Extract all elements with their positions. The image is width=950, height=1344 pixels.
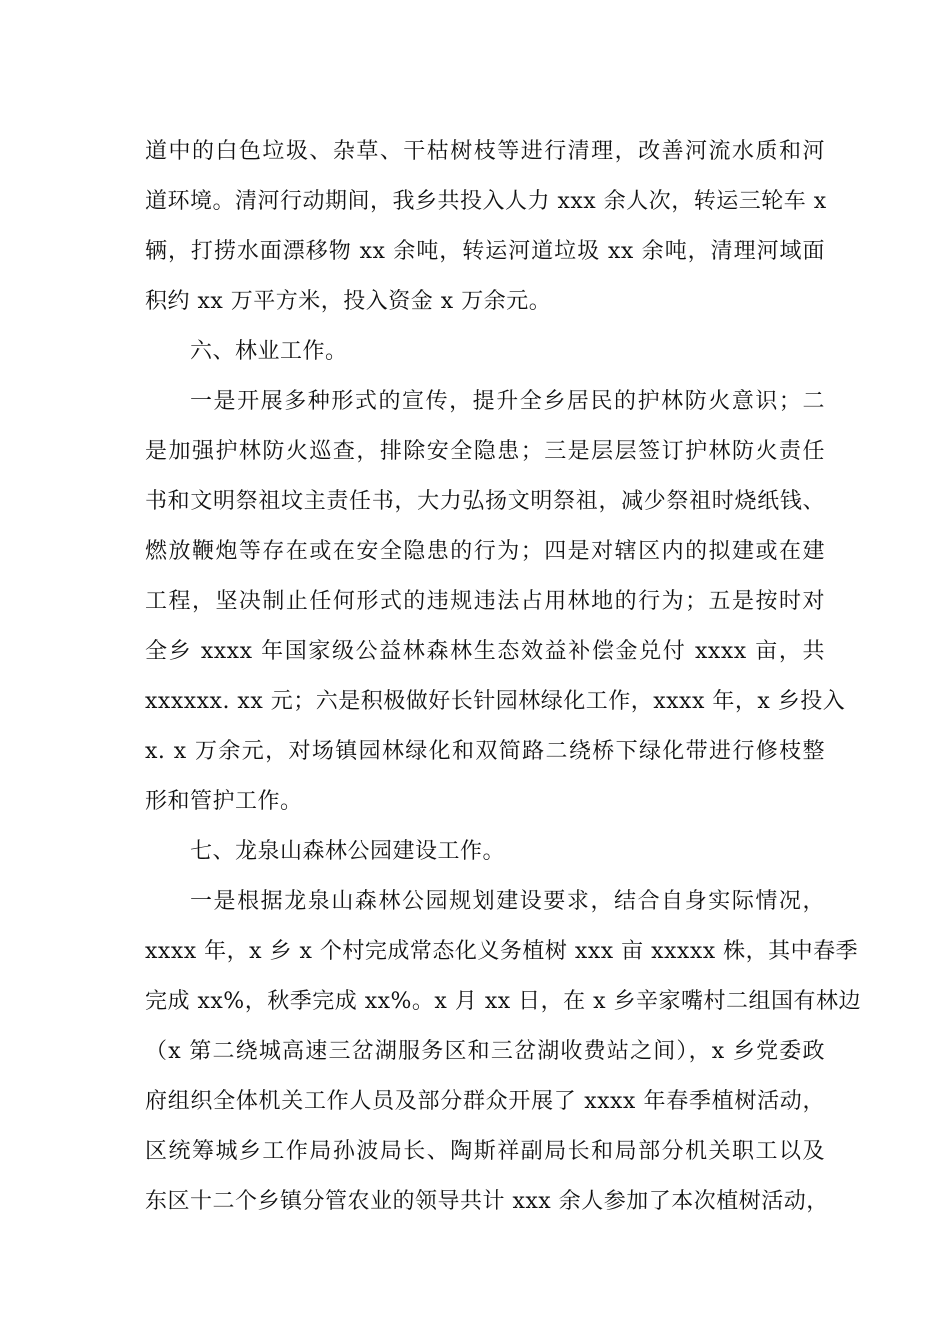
section-heading: 七、龙泉山森林公园建设工作。: [190, 839, 506, 864]
text-line: 区统筹城乡工作局孙波局长、陶斯祥副局长和局部分机关职工以及: [145, 1139, 825, 1164]
text-line: 道中的白色垃圾、杂草、干枯树枝等进行清理，改善河流水质和河: [145, 139, 825, 164]
text-line: x. x 万余元，对场镇园林绿化和双简路二绕桥下绿化带进行修枝整: [145, 739, 825, 764]
text-line: 工程，坚决制止任何形式的违规违法占用林地的行为；五是按时对: [145, 589, 825, 614]
text-line: 府组织全体机关工作人员及部分群众开展了 xxxx 年春季植树活动，: [145, 1089, 825, 1114]
text-line: 完成 xx%，秋季完成 xx%。x 月 xx 日，在 x 乡辛家嘴村二组国有林边: [145, 989, 862, 1014]
text-line: 一是根据龙泉山森林公园规划建设要求，结合自身实际情况，: [190, 889, 825, 914]
text-line: xxxx 年，x 乡 x 个村完成常态化义务植树 xxx 亩 xxxxx 株，其中春季: [145, 939, 859, 964]
text-line: 形和管护工作。: [145, 789, 303, 814]
text-line: 道环境。清河行动期间，我乡共投入人力 xxx 余人次，转运三轮车 x: [145, 189, 827, 214]
text-line: 全乡 xxxx 年国家级公益林森林生态效益补偿金兑付 xxxx 亩，共: [145, 639, 825, 664]
text-line: 书和文明祭祖坟主责任书，大力弘扬文明祭祖，减少祭祖时烧纸钱、: [145, 489, 825, 514]
text-line: 是加强护林防火巡查，排除安全隐患；三是层层签订护林防火责任: [145, 439, 825, 464]
text-line: （x 第二绕城高速三岔湖服务区和三岔湖收费站之间），x 乡党委政: [145, 1039, 825, 1064]
section-heading: 六、林业工作。: [190, 339, 348, 364]
text-line: 东区十二个乡镇分管农业的领导共计 xxx 余人参加了本次植树活动，: [145, 1189, 829, 1214]
text-line: 一是开展多种形式的宣传，提升全乡居民的护林防火意识；二: [190, 389, 825, 414]
text-line: 辆，打捞水面漂移物 xx 余吨，转运河道垃圾 xx 余吨，清理河域面: [145, 239, 825, 264]
text-line: xxxxxx. xx 元；六是积极做好长针园林绿化工作，xxxx 年，x 乡投入: [145, 689, 846, 714]
text-line: 燃放鞭炮等存在或在安全隐患的行为；四是对辖区内的拟建或在建: [145, 539, 825, 564]
text-line: 积约 xx 万平方米，投入资金 x 万余元。: [145, 289, 552, 314]
